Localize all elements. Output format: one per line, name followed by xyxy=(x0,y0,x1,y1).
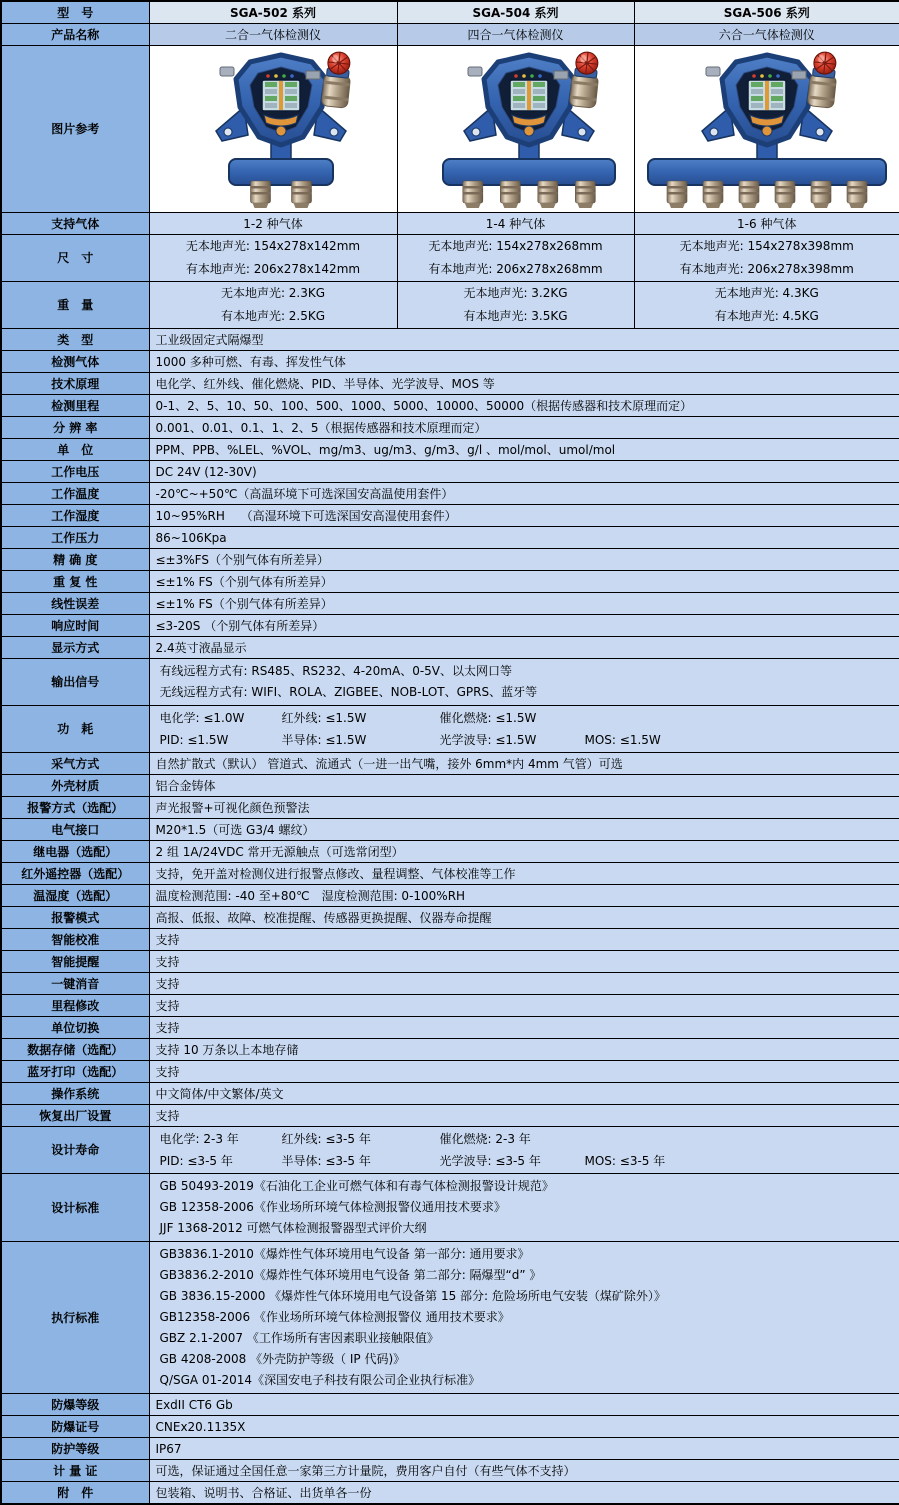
spec-row xyxy=(1,1105,899,1127)
spec-row-label: 工作温度 xyxy=(1,483,149,505)
spec-grid-cell: MOS: ≤3-5 年 xyxy=(584,1154,666,1168)
spec-row-value: 温度检测范围: -40 至+80℃ 湿度检测范围: 0-100%RH xyxy=(149,885,899,907)
dimensions-3: 无本地声光: 154x278x398mm 有本地声光: 206x278x398mm xyxy=(634,235,899,282)
spec-row-label: 附 件 xyxy=(1,1482,149,1505)
spec-row-value: 支持 10 万条以上本地存储 xyxy=(149,1039,899,1061)
spec-row xyxy=(1,973,899,995)
spec-grid-cell xyxy=(585,1128,894,1150)
model-sga-504: SGA-504 系列 xyxy=(397,1,634,24)
supported-gas-row xyxy=(1,213,899,235)
spec-line: GB 50493-2019《石油化工企业可燃气体和有毒气体检测报警设计规范》 xyxy=(159,1179,554,1193)
spec-row xyxy=(1,1394,899,1416)
spec-row-label: 分 辨 率 xyxy=(1,417,149,439)
gas-detector-2-sensors-icon xyxy=(156,47,391,211)
spec-row-label: 单位切换 xyxy=(1,1017,149,1039)
weight-row xyxy=(1,282,899,329)
spec-row-label: 类 型 xyxy=(1,329,149,351)
spec-row-value: IP67 xyxy=(149,1438,899,1460)
spec-row xyxy=(1,775,899,797)
spec-row-value: 1000 多种可燃、有毒、挥发性气体 xyxy=(149,351,899,373)
spec-line: GB 4208-2008 《外壳防护等级（ IP 代码)》 xyxy=(159,1352,406,1366)
spec-row-label: 继电器（选配） xyxy=(1,841,149,863)
spec-row xyxy=(1,885,899,907)
spec-row xyxy=(1,351,899,373)
spec-row-value: 0.001、0.01、0.1、1、2、5（根据传感器和技术原理而定） xyxy=(149,417,899,439)
spec-row-label: 蓝牙打印（选配） xyxy=(1,1061,149,1083)
spec-grid-cell: PID: ≤1.5W xyxy=(159,733,229,747)
spec-row-label: 里程修改 xyxy=(1,995,149,1017)
gas-detector-6-sensors-icon xyxy=(641,47,894,211)
spec-row-label: 设计寿命 xyxy=(1,1127,149,1174)
dimensions-label: 尺 寸 xyxy=(1,235,149,282)
spec-line: GB3836.2-2010《爆炸性气体环境用电气设备 第二部分: 隔爆型“d” 》 xyxy=(159,1268,542,1282)
spec-row xyxy=(1,929,899,951)
spec-line: 有线远程方式有: RS485、RS232、4-20mA、0-5V、以太网口等 xyxy=(159,664,513,678)
spec-row xyxy=(1,329,899,351)
spec-row-label: 执行标准 xyxy=(1,1242,149,1394)
spec-line: 无线远程方式有: WIFI、ROLA、ZIGBEE、NOB-LOT、GPRS、蓝牙等 xyxy=(159,685,538,699)
spec-grid-cell: 电化学: 2-3 年 xyxy=(159,1132,239,1146)
spec-row-value: M20*1.5（可选 G3/4 螺纹） xyxy=(149,819,899,841)
spec-grid-cell: 红外线: ≤1.5W xyxy=(281,711,367,725)
spec-line: GB3836.1-2010《爆炸性气体环境用电气设备 第一部分: 通用要求》 xyxy=(159,1247,530,1261)
model-row xyxy=(1,1,899,24)
spec-row-label: 重 复 性 xyxy=(1,571,149,593)
spec-row-label: 防爆等级 xyxy=(1,1394,149,1416)
spec-row-value: 声光报警+可视化颜色预警法 xyxy=(149,797,899,819)
spec-row xyxy=(1,373,899,395)
spec-row xyxy=(1,615,899,637)
spec-row-label: 显示方式 xyxy=(1,637,149,659)
gas-detector-4-sensors-icon xyxy=(404,47,628,211)
spec-row-value: 可选，保证通过全国任意一家第三方计量院，费用客户自付（有些气体不支持） xyxy=(149,1460,899,1482)
spec-row xyxy=(1,1017,899,1039)
product-name-1: 二合一气体检测仪 xyxy=(149,24,397,46)
spec-row xyxy=(1,1083,899,1105)
spec-row-label: 智能提醒 xyxy=(1,951,149,973)
spec-row-value: 支持 xyxy=(149,1105,899,1127)
spec-row xyxy=(1,593,899,615)
spec-row-value: 2.4英寸液晶显示 xyxy=(149,637,899,659)
spec-row-label: 单 位 xyxy=(1,439,149,461)
spec-grid-cell xyxy=(585,707,894,729)
spec-row xyxy=(1,907,899,929)
spec-row-value: 支持 xyxy=(149,951,899,973)
spec-row xyxy=(1,841,899,863)
spec-row xyxy=(1,797,899,819)
spec-row-label: 工作压力 xyxy=(1,527,149,549)
spec-row-value: 高报、低报、故障、校准提醒、传感器更换提醒、仪器寿命提醒 xyxy=(149,907,899,929)
spec-row-label: 红外遥控器（选配） xyxy=(1,863,149,885)
spec-row-value: 10~95%RH （高湿环境下可选深国安高湿使用套件） xyxy=(149,505,899,527)
spec-row-value: 支持 xyxy=(149,929,899,951)
spec-row-value: ≤±1% FS（个别气体有所差异） xyxy=(149,593,899,615)
spec-row-value: DC 24V (12-30V) xyxy=(149,461,899,483)
spec-row-value: 支持，免开盖对检测仪进行报警点修改、量程调整、气体校准等工作 xyxy=(149,863,899,885)
spec-row-value: 86~106Kpa xyxy=(149,527,899,549)
spec-row-label: 响应时间 xyxy=(1,615,149,637)
spec-grid-cell: 红外线: ≤3-5 年 xyxy=(281,1132,371,1146)
spec-grid-line xyxy=(160,729,894,751)
spec-row xyxy=(1,527,899,549)
spec-row-value xyxy=(149,1242,899,1394)
spec-row xyxy=(1,753,899,775)
spec-row-value xyxy=(149,1174,899,1242)
weight-3: 无本地声光: 4.3KG 有本地声光: 4.5KG xyxy=(634,282,899,329)
spec-row xyxy=(1,706,899,753)
spec-row-label: 输出信号 xyxy=(1,659,149,706)
spec-row xyxy=(1,1438,899,1460)
model-sga-506: SGA-506 系列 xyxy=(634,1,899,24)
spec-row-value: ≤3-20S （个别气体有所差异） xyxy=(149,615,899,637)
spec-row-label: 精 确 度 xyxy=(1,549,149,571)
spec-row-label: 报警模式 xyxy=(1,907,149,929)
spec-grid-cell: PID: ≤3-5 年 xyxy=(159,1154,233,1168)
spec-line: Q/SGA 01-2014《深国安电子科技有限公司企业执行标准》 xyxy=(159,1373,481,1387)
spec-grid-cell: 催化燃烧: 2-3 年 xyxy=(439,1132,531,1146)
spec-row-label: 工作湿度 xyxy=(1,505,149,527)
spec-grid-line xyxy=(160,1150,894,1172)
device-image-sga-504 xyxy=(397,46,634,213)
spec-row-value: 中文简体/中文繁体/英文 xyxy=(149,1083,899,1105)
spec-row xyxy=(1,659,899,706)
spec-row-value: 自然扩散式（默认） 管道式、流通式（一进一出气嘴，接外 6mm*内 4mm 气管）可选 xyxy=(149,753,899,775)
spec-row xyxy=(1,951,899,973)
spec-row-value: 铝合金铸体 xyxy=(149,775,899,797)
spec-row xyxy=(1,461,899,483)
spec-row-label: 数据存储（选配） xyxy=(1,1039,149,1061)
spec-row-label: 操作系统 xyxy=(1,1083,149,1105)
spec-row-label: 防护等级 xyxy=(1,1438,149,1460)
spec-grid-line xyxy=(160,707,894,729)
spec-row xyxy=(1,637,899,659)
spec-row-value: ≤±1% FS（个别气体有所差异） xyxy=(149,571,899,593)
spec-row xyxy=(1,1416,899,1438)
spec-row xyxy=(1,995,899,1017)
spec-grid-cell: 半导体: ≤1.5W xyxy=(281,733,367,747)
weight-label: 重 量 xyxy=(1,282,149,329)
spec-row-label: 采气方式 xyxy=(1,753,149,775)
spec-grid-cell: 光学波导: ≤1.5W xyxy=(439,733,537,747)
spec-row-value: CNEx20.1135X xyxy=(149,1416,899,1438)
device-image-sga-502 xyxy=(149,46,397,213)
product-row-label: 产品名称 xyxy=(1,24,149,46)
spec-row-value: 支持 xyxy=(149,995,899,1017)
spec-grid-cell: 半导体: ≤3-5 年 xyxy=(281,1154,371,1168)
spec-line: GB12358-2006 《作业场所环境气体检测报警仪 通用技术要求》 xyxy=(159,1310,510,1324)
spec-row-label: 外壳材质 xyxy=(1,775,149,797)
weight-1: 无本地声光: 2.3KG 有本地声光: 2.5KG xyxy=(149,282,397,329)
spec-line: JJF 1368-2012 可燃气体检测报警器型式评价大纲 xyxy=(159,1221,427,1235)
spec-row-label: 报警方式（选配） xyxy=(1,797,149,819)
spec-row-label: 防爆证号 xyxy=(1,1416,149,1438)
supported-gas-1: 1-2 种气体 xyxy=(149,213,397,235)
spec-grid-line xyxy=(160,1128,894,1150)
dimensions-1: 无本地声光: 154x278x142mm 有本地声光: 206x278x142mm xyxy=(149,235,397,282)
spec-row-label: 功 耗 xyxy=(1,706,149,753)
spec-row xyxy=(1,863,899,885)
spec-row xyxy=(1,439,899,461)
spec-line: GB 3836.15-2000 《爆炸性气体环境用电气设备第 15 部分: 危险场所电气安装（煤矿除外）》 xyxy=(159,1289,666,1303)
spec-row-value: ExdII CT6 Gb xyxy=(149,1394,899,1416)
spec-row-value xyxy=(149,1127,899,1174)
supported-gas-label: 支持气体 xyxy=(1,213,149,235)
model-sga-502: SGA-502 系列 xyxy=(149,1,397,24)
model-row-label: 型 号 xyxy=(1,1,149,24)
spec-line: GB 12358-2006《作业场所环境气体检测报警仪通用技术要求》 xyxy=(159,1200,506,1214)
spec-row-value: 2 组 1A/24VDC 常开无源触点（可选常闭型） xyxy=(149,841,899,863)
supported-gas-3: 1-6 种气体 xyxy=(634,213,899,235)
spec-row-value xyxy=(149,706,899,753)
product-name-3: 六合一气体检测仪 xyxy=(634,24,899,46)
spec-row-value: ≤±3%FS（个别气体有所差异） xyxy=(149,549,899,571)
product-name-row xyxy=(1,24,899,46)
spec-row-label: 设计标准 xyxy=(1,1174,149,1242)
spec-row xyxy=(1,505,899,527)
image-row-label: 图片参考 xyxy=(1,46,149,213)
spec-row-label: 计 量 证 xyxy=(1,1460,149,1482)
spec-row xyxy=(1,1482,899,1505)
product-name-2: 四合一气体检测仪 xyxy=(397,24,634,46)
spec-row-label: 温湿度（选配） xyxy=(1,885,149,907)
spec-row xyxy=(1,549,899,571)
spec-row-value: 工业级固定式隔爆型 xyxy=(149,329,899,351)
spec-row-value: 支持 xyxy=(149,1017,899,1039)
spec-row xyxy=(1,483,899,505)
spec-row xyxy=(1,1460,899,1482)
spec-row-value: -20℃~+50℃（高温环境下可选深国安高温使用套件） xyxy=(149,483,899,505)
spec-row-label: 恢复出厂设置 xyxy=(1,1105,149,1127)
spec-row-value xyxy=(149,659,899,706)
spec-row xyxy=(1,395,899,417)
spec-grid-cell: 光学波导: ≤3-5 年 xyxy=(439,1154,541,1168)
spec-row xyxy=(1,1174,899,1242)
spec-row xyxy=(1,819,899,841)
spec-row-label: 一键消音 xyxy=(1,973,149,995)
image-row xyxy=(1,46,899,213)
spec-row-label: 检测气体 xyxy=(1,351,149,373)
spec-row-label: 技术原理 xyxy=(1,373,149,395)
supported-gas-2: 1-4 种气体 xyxy=(397,213,634,235)
spec-row-label: 线性误差 xyxy=(1,593,149,615)
spec-grid-cell: 催化燃烧: ≤1.5W xyxy=(439,711,537,725)
spec-row xyxy=(1,571,899,593)
spec-row xyxy=(1,1127,899,1174)
device-image-sga-506 xyxy=(634,46,899,213)
spec-row-value: 支持 xyxy=(149,973,899,995)
spec-row-value: 0-1、2、5、10、50、100、500、1000、5000、10000、50000（根据传感器和技术原理而定） xyxy=(149,395,899,417)
spec-row-value: 支持 xyxy=(149,1061,899,1083)
spec-row xyxy=(1,417,899,439)
spec-row-label: 电气接口 xyxy=(1,819,149,841)
spec-grid-cell: MOS: ≤1.5W xyxy=(584,733,661,747)
spec-row-value: 电化学、红外线、催化燃烧、PID、半导体、光学波导、MOS 等 xyxy=(149,373,899,395)
spec-row-label: 检测里程 xyxy=(1,395,149,417)
dimensions-2: 无本地声光: 154x278x268mm 有本地声光: 206x278x268mm xyxy=(397,235,634,282)
spec-line: GBZ 2.1-2007 《工作场所有害因素职业接触限值》 xyxy=(159,1331,439,1345)
spec-row-value: PPM、PPB、%LEL、%VOL、mg/m3、ug/m3、g/m3、g/l 、mol/mol、umol/mol xyxy=(149,439,899,461)
spec-row xyxy=(1,1242,899,1394)
spec-grid-cell: 电化学: ≤1.0W xyxy=(159,711,245,725)
spec-row xyxy=(1,1061,899,1083)
spec-row xyxy=(1,1039,899,1061)
spec-row-value: 包装箱、说明书、合格证、出货单各一份 xyxy=(149,1482,899,1505)
dimensions-row xyxy=(1,235,899,282)
spec-row-label: 智能校准 xyxy=(1,929,149,951)
weight-2: 无本地声光: 3.2KG 有本地声光: 3.5KG xyxy=(397,282,634,329)
spec-row-label: 工作电压 xyxy=(1,461,149,483)
